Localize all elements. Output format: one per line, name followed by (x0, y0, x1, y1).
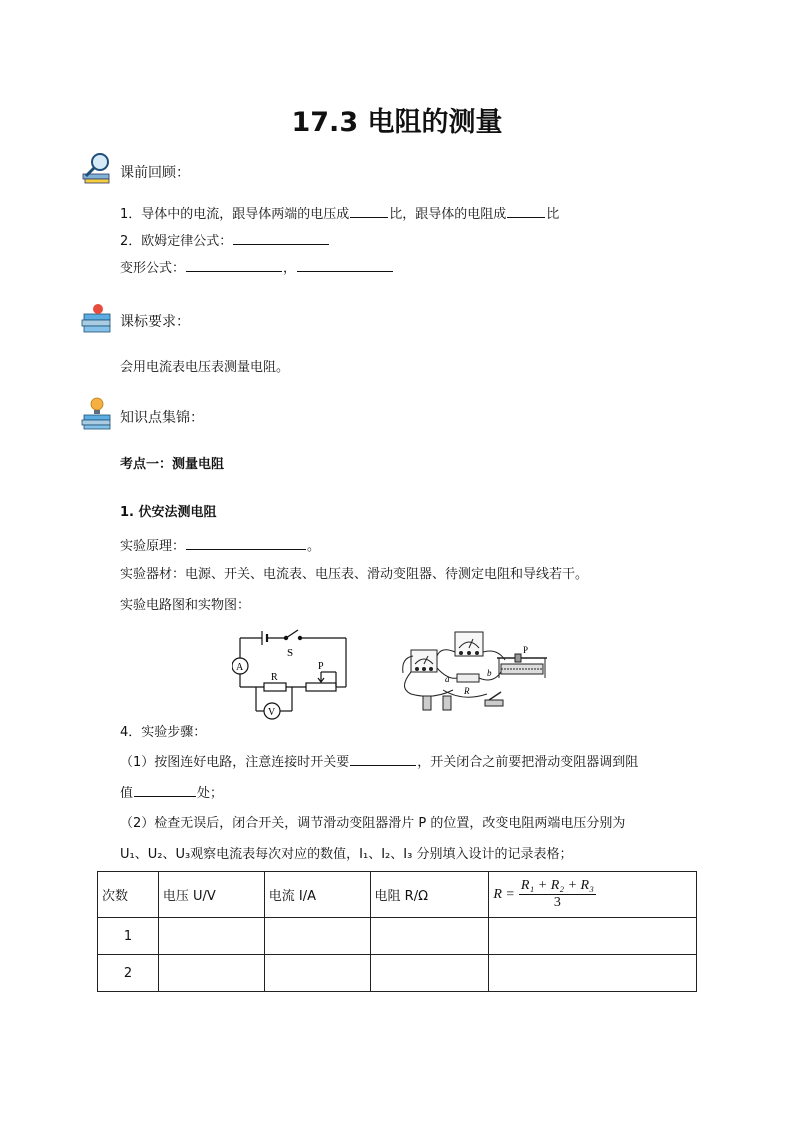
photo-label-p: P (523, 645, 529, 655)
slider-label: P (318, 661, 324, 672)
principle-end: 。 (307, 539, 321, 554)
lightbulb-books-icon (80, 395, 116, 431)
header-current: 电流 I/A (264, 872, 370, 918)
photo-label-r: R (464, 686, 470, 696)
standard-heading: 课标要求： (120, 314, 190, 330)
step1-text-c: 值 (120, 786, 134, 801)
q1-text-b: 比，跟导体的电阻成 (389, 207, 507, 222)
q1-text-c: 比 (546, 207, 560, 222)
diagram-label: 实验电路图和实物图： (120, 598, 251, 613)
step1-text-b: ，开关闭合之前要把滑动变阻器调到阻 (417, 755, 639, 770)
table-row (98, 918, 697, 955)
step-1-line-1 (120, 753, 638, 772)
resistor-label: R (271, 672, 278, 683)
review-question-1 (120, 205, 559, 224)
formula-lhs: R = (493, 886, 515, 902)
point-1-heading: 考点一：测量电阻 (120, 457, 225, 472)
step1-blank-2[interactable] (134, 784, 196, 797)
q1-blank-1[interactable] (350, 205, 388, 218)
review-question-3 (120, 259, 394, 278)
q1-blank-2[interactable] (507, 205, 545, 218)
q3-blank-2[interactable] (297, 259, 393, 272)
header-resistance: 电阻 R/Ω (370, 872, 489, 918)
table-cell[interactable] (489, 955, 697, 992)
table-cell[interactable] (264, 918, 370, 955)
q3-text-b: ， (283, 261, 297, 276)
step1-text-a: （1）按图连好电路，注意连接时开关要 (120, 755, 350, 770)
record-table (97, 871, 697, 992)
q3-blank-1[interactable] (186, 259, 282, 272)
voltmeter-label: V (268, 707, 276, 718)
row-index: 2 (98, 955, 159, 992)
review-heading: 课前回顾： (120, 165, 190, 181)
equipment-line: 实验器材：电源、开关、电流表、电压表、滑动变阻器、待测定电阻和导线若干。 (120, 567, 589, 582)
step-2-line-1: （2）检查无误后，闭合开关，调节滑动变阻器滑片 P 的位置，改变电阻两端电压分别为 (120, 816, 626, 831)
photo-label-a: a (445, 674, 450, 684)
formula-numerator: R₁ + R₂ + R₃ (520, 878, 594, 893)
standard-text: 会用电流表电压表测量电阻。 (120, 360, 290, 375)
page-title: 17.3 电阻的测量 (291, 107, 503, 138)
table-cell[interactable] (370, 918, 489, 955)
q3-text-a: 变形公式： (120, 261, 186, 276)
principle-line (120, 537, 320, 556)
header-average-formula (489, 872, 697, 918)
photo-label-b: b (487, 668, 492, 678)
q1-text-a: 1．导体中的电流，跟导体两端的电压成 (120, 207, 350, 222)
books-icon (80, 300, 116, 336)
header-voltage: 电压 U/V (158, 872, 264, 918)
table-cell[interactable] (489, 918, 697, 955)
step1-blank-1[interactable] (350, 753, 416, 766)
knowledge-heading: 知识点集锦： (120, 410, 204, 426)
table-cell[interactable] (158, 955, 264, 992)
q2-blank[interactable] (233, 232, 329, 245)
table-header-row (98, 872, 697, 918)
row-index: 1 (98, 918, 159, 955)
formula-denominator: 3 (553, 895, 561, 910)
sub-1-heading: 1. 伏安法测电阻 (120, 505, 217, 520)
step-2-line-2: U₁、U₂、U₃观察电流表每次对应的数值，I₁、I₂、I₃ 分别填入设计的记录表格； (120, 847, 573, 862)
step1-text-d: 处； (197, 786, 224, 801)
review-question-2 (120, 232, 330, 251)
table-cell[interactable] (264, 955, 370, 992)
circuit-diagram (232, 628, 352, 723)
step-1-line-2 (120, 784, 223, 803)
switch-label: S (287, 647, 294, 659)
steps-heading: 4．实验步骤： (120, 725, 207, 740)
q2-text: 2．欧姆定律公式： (120, 234, 233, 249)
magnifier-books-icon (80, 150, 116, 186)
switch-blade (286, 630, 298, 638)
ammeter-label: A (236, 662, 244, 673)
table-row (98, 955, 697, 992)
table-cell[interactable] (158, 918, 264, 955)
principle-blank[interactable] (186, 537, 306, 550)
principle-text: 实验原理： (120, 539, 186, 554)
header-count: 次数 (98, 872, 159, 918)
apparatus-illustration (393, 628, 553, 718)
table-cell[interactable] (370, 955, 489, 992)
